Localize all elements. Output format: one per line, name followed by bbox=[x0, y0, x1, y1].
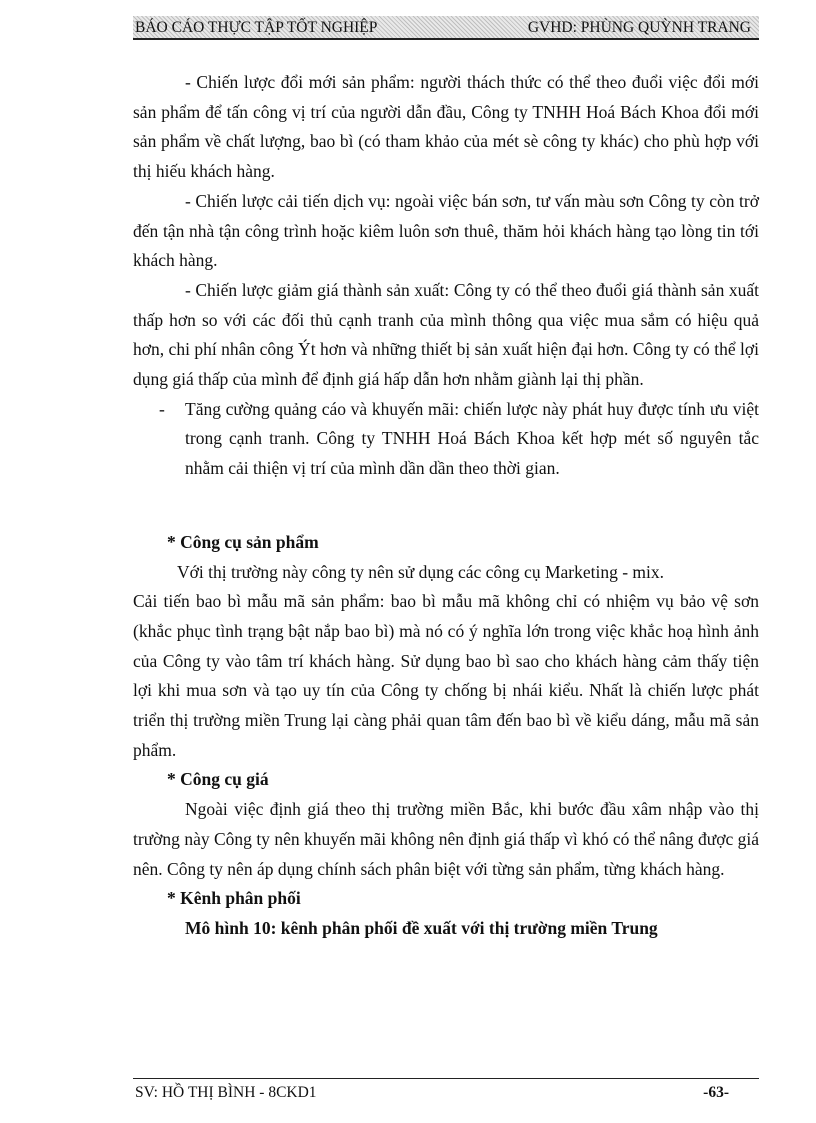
page-body bbox=[133, 68, 759, 944]
price-tool-body: Ngoài việc định giá theo thị trường miền Bắc, khi bước đầu xâm nhập vào thị trường này Công ty nên khuyến mãi không nên định giá thấp vì khó có thể nâng được giá nên. Công ty nên áp dụng chính sách phân biệt với từng sản phẩm, từng khách hàng. bbox=[133, 799, 759, 879]
product-tool-body: Cải tiến bao bì mẫu mã sản phẩm: bao bì mẫu mã không chỉ có nhiệm vụ bảo vệ sơn (khắc phục tình trạng bật nắp bao bì) mà nó có ý nghĩa lớn trong việc khắc hoạ hình ảnh của Công ty vào tâm trí khách hàng. Sử dụng bao bì sao cho khách hàng cảm thấy tiện lợi khi mua sơn và tạo uy tín của Công ty chống bị nhái kiểu. Nhất là chiến lược phát triển thị trường miền Trung lại càng phải quan tâm đến bao bì về kiểu dáng, mẫu mã sản phẩm. bbox=[133, 591, 759, 760]
heading-price-tool: * Công cụ giá bbox=[167, 769, 269, 790]
heading-product-tool: * Công cụ sản phẩm bbox=[167, 531, 319, 552]
bullet-dash: - bbox=[159, 398, 165, 419]
page-header bbox=[133, 16, 759, 40]
bullet-advertising-text: Tăng cường quảng cáo và khuyến mãi: chiến lược này phát huy được tính ưu việt trong cạnh tranh. Công ty TNHH Hoá Bách Khoa kết hợp mét số nguyên tắc nhằm cải thiện vị trí của mình dần dần theo thời gian. bbox=[185, 398, 759, 479]
bullet-advertising bbox=[133, 395, 759, 484]
supervisor-name: GVHD: PHÙNG QUỲNH TRANG bbox=[527, 19, 751, 36]
figure-caption: Mô hình 10: kênh phân phối đề xuất với thị trường miền Trung bbox=[185, 917, 658, 938]
heading-distribution-channel: * Kênh phân phối bbox=[167, 888, 301, 909]
page-footer bbox=[133, 1078, 759, 1101]
paragraph-product-innovation: - Chiến lược đổi mới sản phẩm: người thách thức có thể theo đuổi việc đổi mới sản phẩm để tấn công vị trí của người dẫn đầu, Công ty TNHH Hoá Bách Khoa đổi mới sản phẩm về chất lượng, bao bì (có tham khảo của mét sè công ty khác) cho phù hợp với thị hiếu khách hàng. bbox=[133, 72, 759, 182]
student-name: SV: HỒ THỊ BÌNH - 8CKD1 bbox=[135, 1084, 317, 1101]
page-number: -63- bbox=[703, 1084, 729, 1101]
product-tool-intro: Với thị trường này công ty nên sử dụng các công cụ Marketing - mix. bbox=[177, 561, 665, 582]
report-title: BÁO CÁO THỰC TẬP TỐT NGHIỆP bbox=[135, 19, 378, 36]
paragraph-cost-reduction: - Chiến lược giảm giá thành sản xuất: Công ty có thể theo đuổi giá thành sản xuất thấp hơn so với các đối thủ cạnh tranh của mình thông qua việc mua sắm có hiệu quả hơn, chi phí nhân công Ýt hơn và những thiết bị sản xuất hiện đại hơn. Công ty có thể lợi dụng giá thấp của mình để định giá hấp dẫn hơn nhằm giành lại thị phần. bbox=[133, 279, 759, 390]
paragraph-service-improvement: - Chiến lược cải tiến dịch vụ: ngoài việc bán sơn, tư vấn màu sơn Công ty còn trở đến tận nhà tận công trình hoặc kiêm luôn sơn thuê, thăm hỏi khách hàng tạo lòng tin tới khách hàng. bbox=[133, 190, 759, 271]
